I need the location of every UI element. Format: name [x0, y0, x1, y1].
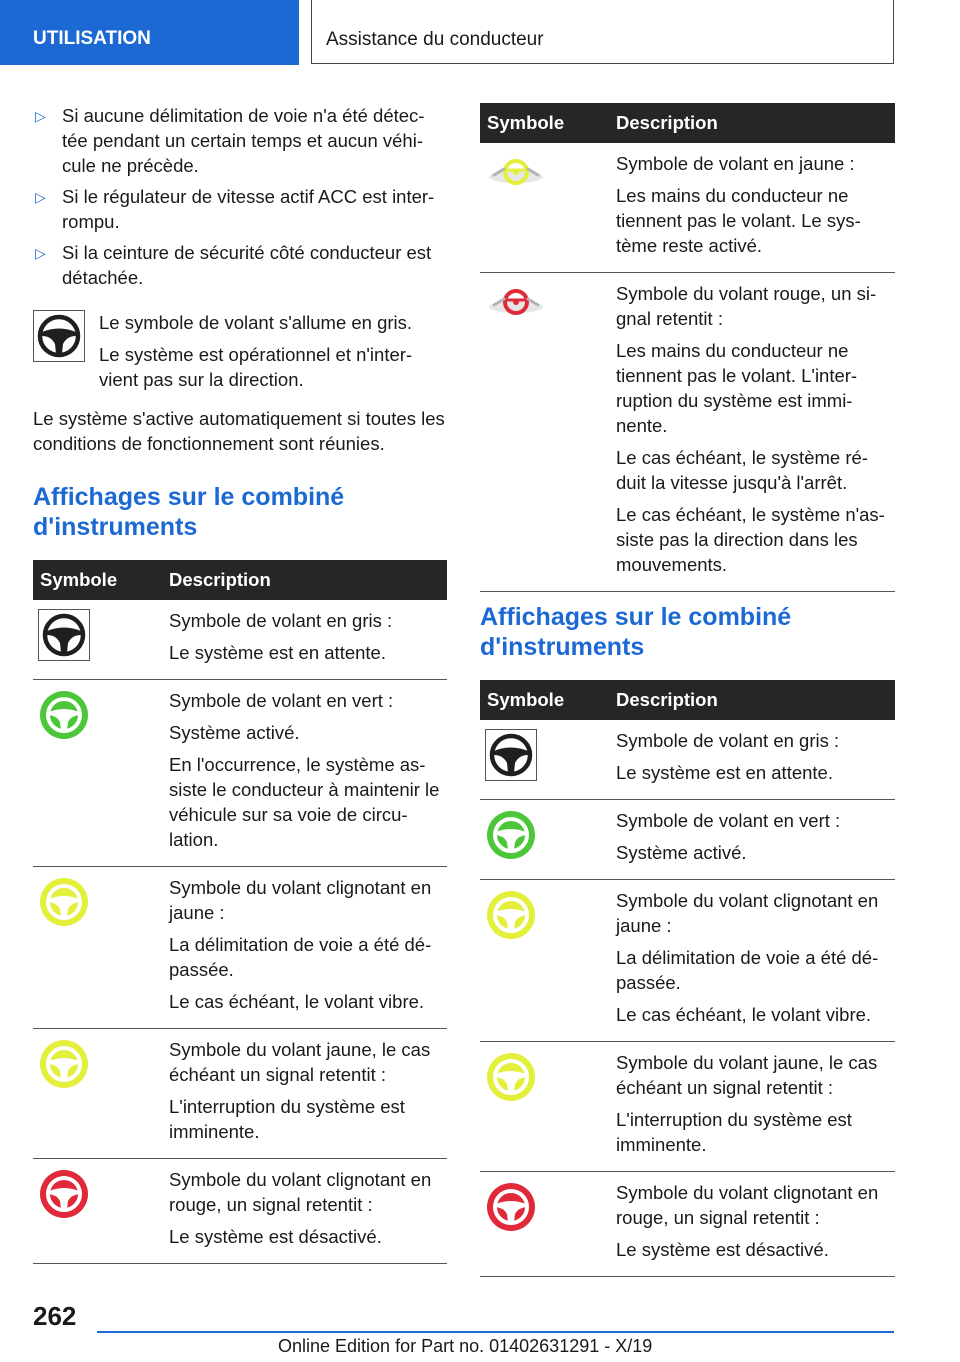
- column-header-symbol: Symbole: [33, 560, 162, 600]
- description-cell: [162, 1159, 447, 1264]
- section-heading: Affichages sur le combiné d'instruments: [480, 603, 792, 661]
- steering-wheel-green-icon: [485, 809, 609, 861]
- description-line: Le cas échéant, le volant vibre.: [169, 991, 425, 1012]
- symbol-cell: [480, 273, 609, 592]
- table-header-row: [480, 103, 895, 143]
- description-line: Symbole du volant jaune, le cas échéant un signal retentit :: [616, 1052, 878, 1098]
- steering-wheel-yellow-icon: [485, 1051, 609, 1103]
- description-cell: [609, 800, 895, 880]
- description-line: Le cas échéant, le volant vibre.: [616, 1004, 872, 1025]
- description-line: Symbole du volant clignotant en jaune :: [169, 877, 432, 923]
- table-row: [480, 720, 895, 800]
- symbol-cell: [480, 1042, 609, 1172]
- description-line: Symbole de volant en vert :: [616, 810, 841, 831]
- column-header-symbol: Symbole: [480, 680, 609, 720]
- description-cell: [609, 143, 895, 273]
- description-cell: [609, 1042, 895, 1172]
- symbol-cell: [480, 720, 609, 800]
- description-line: Système activé.: [616, 842, 747, 863]
- list-item: ▷ Si le régulateur de vitesse actif ACC est inter-rompu.: [35, 186, 435, 232]
- description-cell: [609, 720, 895, 800]
- description-line: Symbole de volant en gris :: [169, 610, 393, 631]
- description-line: Le système est en attente.: [169, 642, 386, 663]
- steering-wheel-gray-icon: [485, 729, 609, 781]
- indicator-note: [33, 310, 447, 399]
- description-line: Le système est désactivé.: [169, 1226, 382, 1247]
- table-row: [33, 1159, 447, 1264]
- symbol-table-right-2: [480, 680, 895, 1277]
- table-header-row: [33, 560, 447, 600]
- triangle-bullet-icon: ▷: [35, 245, 46, 261]
- description-line: Les mains du conducteur ne tiennent pas le volant. L'inter-ruption du système est immi-nente.: [616, 340, 858, 436]
- symbol-cell: [480, 800, 609, 880]
- description-line: Symbole de volant en gris :: [616, 730, 840, 751]
- header-section-label: UTILISATION: [33, 28, 151, 49]
- body-paragraph: Le système s'active automatiquement si toutes les conditions de fonctionnement sont réunies.: [33, 408, 445, 454]
- table-row: [33, 1029, 447, 1159]
- symbol-cell: [33, 1029, 162, 1159]
- description-line: Symbole du volant clignotant en jaune :: [616, 890, 879, 936]
- section-heading: Affichages sur le combiné d'instruments: [33, 483, 345, 541]
- steering-wheel-green-icon: [38, 689, 162, 741]
- steering-wheel-yellow-icon: [38, 1038, 162, 1090]
- description-line: L'interruption du système est imminente.: [169, 1096, 405, 1142]
- footer-divider: [97, 1331, 894, 1333]
- symbol-table-left: [33, 560, 447, 1264]
- description-cell: [609, 273, 895, 592]
- column-header-description: Description: [609, 680, 895, 720]
- table-row: [480, 1172, 895, 1277]
- description-line: Symbole du volant rouge, un si-gnal retentit :: [616, 283, 877, 329]
- description-cell: [609, 1172, 895, 1277]
- indicator-line: Le symbole de volant s'allume en gris.: [99, 312, 413, 333]
- hands-on-wheel-yellow-icon: [485, 152, 609, 192]
- condition-list: [33, 103, 447, 296]
- steering-wheel-yellow-icon: [485, 889, 609, 941]
- list-item: ▷ Si aucune délimitation de voie n'a été détec-tée pendant un certain temps et aucun véhi-cule ne précède.: [35, 105, 425, 176]
- description-line: Symbole de volant en vert :: [169, 690, 394, 711]
- page-title: Assistance du conducteur: [326, 29, 544, 50]
- description-line: L'interruption du système est imminente.: [616, 1109, 852, 1155]
- description-line: Symbole du volant clignotant en rouge, un signal retentit :: [616, 1182, 879, 1228]
- symbol-cell: [33, 1159, 162, 1264]
- description-cell: [162, 867, 447, 1029]
- indicator-line: Le système est opérationnel et n'inter-vient pas sur la direction.: [99, 344, 413, 390]
- description-line: Le cas échéant, le système n'as-siste pas la direction dans les mouvements.: [616, 504, 885, 575]
- table-header-row: [480, 680, 895, 720]
- column-header-description: Description: [609, 103, 895, 143]
- symbol-cell: [480, 880, 609, 1042]
- description-cell: [609, 880, 895, 1042]
- description-line: Le système est en attente.: [616, 762, 833, 783]
- table-row: [480, 1042, 895, 1172]
- column-header-symbol: Symbole: [480, 103, 609, 143]
- description-line: Le système est désactivé.: [616, 1239, 829, 1260]
- symbol-cell: [480, 1172, 609, 1277]
- column-header-description: Description: [162, 560, 447, 600]
- description-line: Symbole du volant clignotant en rouge, un signal retentit :: [169, 1169, 432, 1215]
- description-line: Symbole de volant en jaune :: [616, 153, 855, 174]
- symbol-cell: [33, 867, 162, 1029]
- description-line: La délimitation de voie a été dé-passée.: [169, 934, 432, 980]
- table-row: [480, 143, 895, 273]
- steering-wheel-yellow-icon: [38, 876, 162, 928]
- footer-edition: Online Edition for Part no. 01402631291 - X/19: [278, 1336, 653, 1356]
- table-row: [480, 800, 895, 880]
- steering-wheel-gray-icon: [38, 609, 162, 661]
- description-cell: [162, 1029, 447, 1159]
- description-line: Système activé.: [169, 722, 300, 743]
- table-row: [480, 880, 895, 1042]
- description-line: En l'occurrence, le système as-siste le conducteur à maintenir le véhicule sur sa voie de circu-lation.: [169, 754, 440, 850]
- triangle-bullet-icon: ▷: [35, 189, 46, 205]
- table-row: [33, 600, 447, 680]
- triangle-bullet-icon: ▷: [35, 108, 46, 124]
- symbol-cell: [33, 680, 162, 867]
- steering-wheel-red-icon: [485, 1181, 609, 1233]
- table-row: [33, 867, 447, 1029]
- description-cell: [162, 600, 447, 680]
- description-line: Le cas échéant, le système ré-duit la vitesse jusqu'à l'arrêt.: [616, 447, 868, 493]
- hands-on-wheel-red-icon: [485, 282, 609, 322]
- symbol-cell: [480, 143, 609, 273]
- symbol-cell: [33, 600, 162, 680]
- steering-wheel-gray-icon: [33, 310, 85, 362]
- steering-wheel-red-icon: [38, 1168, 162, 1220]
- symbol-table-right-1: [480, 103, 895, 592]
- table-row: [33, 680, 447, 867]
- description-line: La délimitation de voie a été dé-passée.: [616, 947, 879, 993]
- description-line: Symbole du volant jaune, le cas échéant un signal retentit :: [169, 1039, 431, 1085]
- description-cell: [162, 680, 447, 867]
- description-line: Les mains du conducteur ne tiennent pas le volant. Le sys-tème reste activé.: [616, 185, 861, 256]
- table-row: [480, 273, 895, 592]
- page-number: 262: [33, 1301, 77, 1331]
- list-item: ▷ Si la ceinture de sécurité côté conducteur est détachée.: [35, 242, 432, 288]
